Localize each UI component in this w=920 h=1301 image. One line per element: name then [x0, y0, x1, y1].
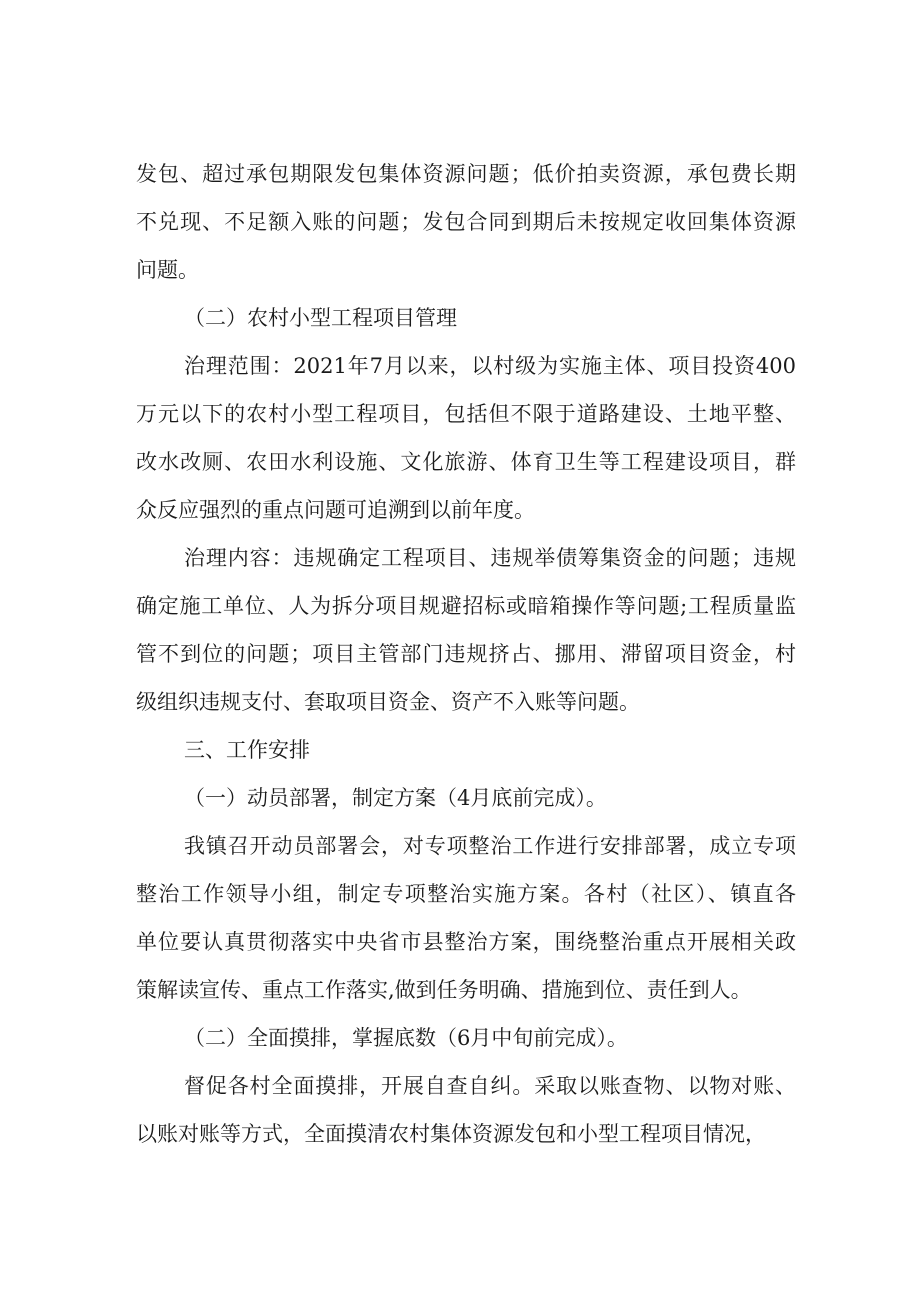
section-heading: （二）全面摸排，掌握底数（6月中旬前完成）。	[184, 1026, 628, 1050]
body-line: 级组织违规支付、套取项目资金、资产不入账等问题。	[136, 690, 640, 714]
body-line: 众反应强烈的重点问题可追溯到以前年度。	[136, 498, 535, 522]
body-line: 万元以下的农村小型工程项目，包括但不限于道路建设、土地平整、	[136, 402, 796, 426]
body-line: 单位要认真贯彻落实中央省市县整治方案，围绕整治重点开展相关政	[136, 930, 796, 954]
body-line: 督促各村全面摸排，开展自查自纠。采取以账查物、以物对账、	[184, 1074, 796, 1098]
body-line: 策解读宣传、重点工作落实,做到任务明确、措施到位、责任到人。	[136, 978, 752, 1002]
body-line: 不兑现、不足额入账的问题；发包合同到期后未按规定收回集体资源	[136, 210, 796, 234]
body-line: 改水改厕、农田水利设施、文化旅游、体育卫生等工程建设项目，群	[136, 450, 796, 474]
body-line: 发包、超过承包期限发包集体资源问题；低价拍卖资源，承包费长期	[136, 162, 796, 186]
chapter-heading: 三、工作安排	[184, 738, 310, 762]
body-line: 治理内容：违规确定工程项目、违规举债筹集资金的问题；违规	[184, 546, 796, 570]
body-line: 确定施工单位、人为拆分项目规避招标或暗箱操作等问题;工程质量监	[136, 594, 796, 618]
body-line: 问题。	[136, 258, 199, 282]
body-line: 治理范围：2021年7月以来，以村级为实施主体、项目投资400	[184, 354, 796, 378]
section-heading: （二）农村小型工程项目管理	[184, 306, 457, 330]
body-line: 整治工作领导小组，制定专项整治实施方案。各村（社区）、镇直各	[136, 882, 796, 906]
body-line: 以账对账等方式，全面摸清农村集体资源发包和小型工程项目情况，	[136, 1122, 766, 1146]
body-line: 我镇召开动员部署会，对专项整治工作进行安排部署，成立专项	[184, 834, 796, 858]
body-line: 管不到位的问题；项目主管部门违规挤占、挪用、滞留项目资金，村	[136, 642, 796, 666]
section-heading: （一）动员部署，制定方案（4月底前完成）。	[184, 786, 607, 810]
